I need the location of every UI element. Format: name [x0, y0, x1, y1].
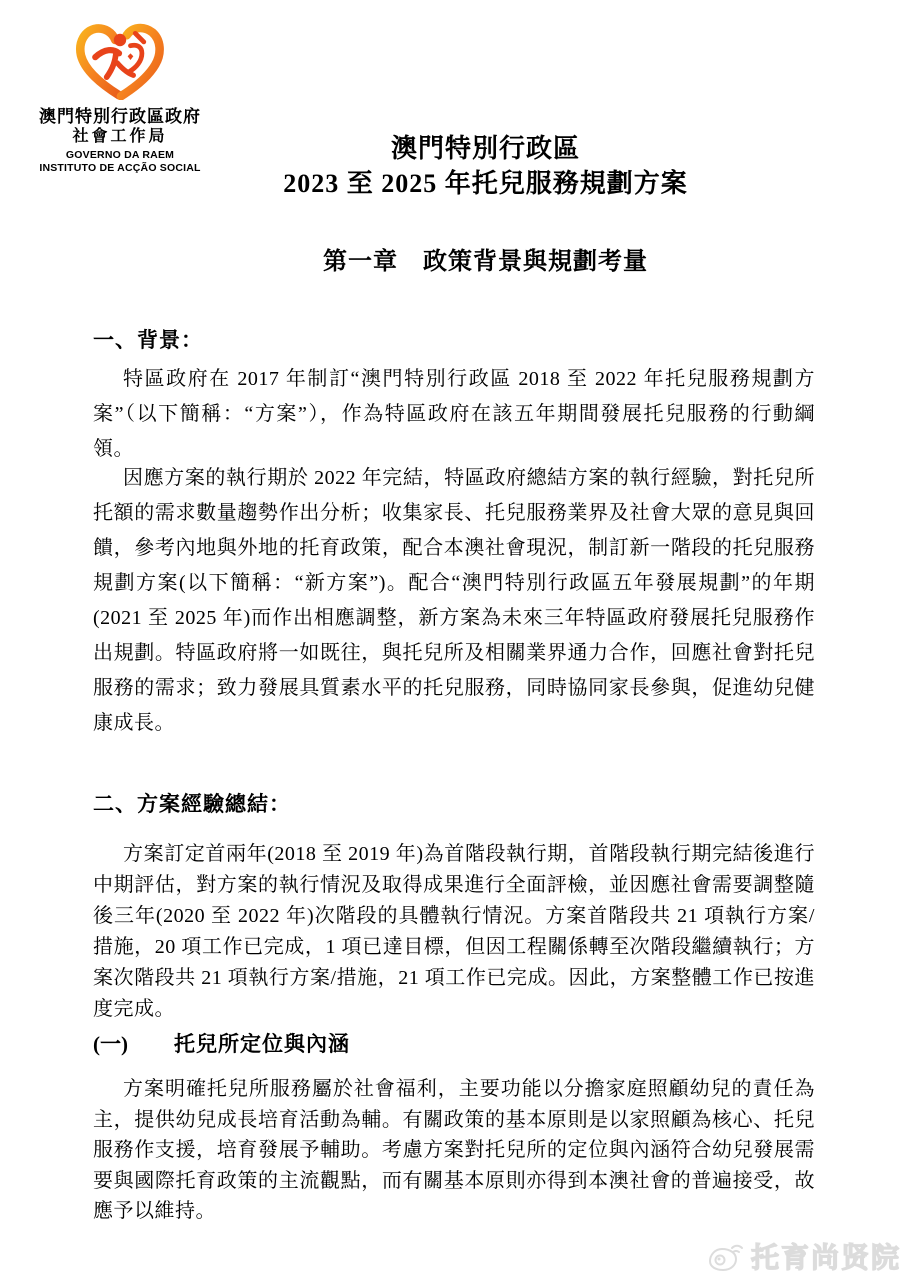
section-1-paragraph-1: 特區政府在 2017 年制訂“澳門特別行政區 2018 至 2022 年托兒服務規劃方案”（以下簡稱：“方案”），作為特區政府在該五年期間發展托兒服務的行動綱領。	[93, 368, 815, 460]
document-title-line1: 澳門特別行政區	[390, 134, 580, 163]
weibo-icon	[708, 1240, 746, 1272]
agency-name-pt-line2: INSTITUTO DE ACÇÃO SOCIAL	[39, 162, 201, 174]
watermark-text: 托育尚贤院	[750, 1242, 901, 1273]
section-1-paragraph-2: 因應方案的執行期於 2022 年完結，特區政府總結方案的執行經驗，對托兒所托額的需求數量趨勢作出分析；收集家長、托兒服務業界及社會大眾的意見與回饋，參考內地與外地的托育政策，配合本澳社會現況，制訂新一階段的托兒服務規劃方案(以下簡稱：“新方案”)。配合“澳門特別行政區五年發展規劃”的年期(2021 至 2025 年)而作出相應調整，新方案為未來三年特區政府發展托兒服務作出規劃。特區政府將一如既往，與托兒所及相關業界通力合作，回應社會對托兒服務的需求；致力發展具質素水平的托兒服務，同時協同家長參與，促進幼兒健康成長。	[93, 467, 815, 734]
subsection-1-number: (一)	[93, 1032, 128, 1056]
subsection-1-paragraph-1: 方案明確托兒所服務屬於社會福利，主要功能以分擔家庭照顧幼兒的責任為主，提供幼兒成長培育活動為輔。有關政策的基本原則是以家照顧為核心、托兒服務作支援，培育發展予輔助。考慮方案對托兒所的定位與內涵符合幼兒發展需要與國際托育政策的主流觀點，而有關基本原則亦得到本澳社會的普遍接受，故應予以維持。	[93, 1078, 815, 1222]
section-2-heading: 二、方案經驗總結：	[93, 792, 291, 816]
subsection-1-title: 托兒所定位與內涵	[174, 1032, 350, 1056]
subsection-1-heading	[93, 1031, 815, 1057]
agency-name-pt-line1: GOVERNO DA RAEM	[65, 149, 175, 161]
agency-name-zh-line1: 澳門特別行政區政府	[39, 107, 201, 126]
section-1-heading: 一、背景：	[93, 328, 203, 352]
document-title-line2: 2023 至 2025 年托兒服務規劃方案	[283, 169, 688, 198]
section-2-paragraph-1: 方案訂定首兩年(2018 至 2019 年)為首階段執行期，首階段執行期完結後進行中期評估，對方案的執行情況及取得成果進行全面評檢，並因應社會需要調整隨後三年(2020 至 2022 年)次階段的具體執行情況。方案首階段共 21 項執行方案/措施，20 項工作已完成，1 項已達目標，但因工程關係轉至次階段繼續執行；方案次階段共 21 項執行方案/措施，21 項工作已完成。因此，方案整體工作已按進度完成。	[93, 843, 815, 1020]
chapter-title: 第一章 政策背景與規劃考量	[323, 249, 648, 275]
watermark	[708, 1236, 901, 1276]
ias-heart-logo-icon	[70, 20, 170, 100]
agency-name-zh-line2: 社會工作局	[72, 128, 168, 145]
document-title	[120, 131, 851, 201]
